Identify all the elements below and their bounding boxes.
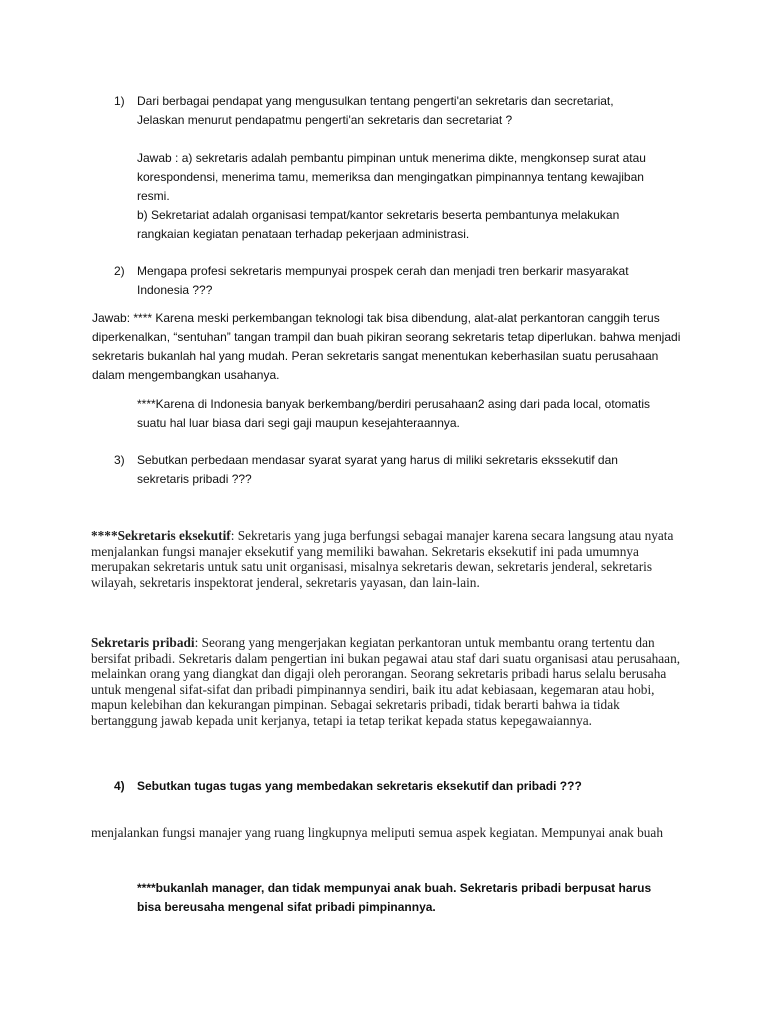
executive-secretary-text: : Sekretaris yang juga berfungsi sebagai manajer karena secara langsung atau nyata menjalankan fungsi manajer eksekutif yang memiliki bawahan. Sekretaris eksekutif ini pada umumnya merupakan sekretaris untuk satu unit organisasi, misalnya sekretaris dewan, sekretaris jenderal, sekretaris wilayah, sekretaris inspektorat jenderal, sekretaris yayasan, dan lain-lain. [91,528,674,590]
q2-answer-label: Jawab: [92,311,134,325]
q2-number: 2) [114,264,125,278]
q4-answer: menjalankan fungsi manajer yang ruang lingkupnya meliputi semua aspek kegiatan. Mempunyai anak buah [91,825,663,840]
q1-answer-b: b) Sekretariat adalah organisasi tempat/kantor sekretaris beserta pembantunya melakukan rangkaian kegiatan penataan terhadap pekerjaan administrasi. [137,208,620,241]
q3-question: Sebutkan perbedaan mendasar syarat syarat yang harus di miliki sekretaris ekssekutif dan sekretaris pribadi ??? [137,453,618,486]
q2-answer-text: **** Karena meski perkembangan teknologi tak bisa dibendung, alat-alat perkantoran canggih terus diperkenalkan, “sentuhan” tangan trampil dan buah pikiran seorang sekretaris tetap diperlukan. bahwa menjadi sekretaris bukanlah hal yang mudah. Peran sekretaris sangat menentukan keberhasilan suatu perusahaan dalam mengembangkan usahanya. [92,311,681,382]
private-secretary-term: Sekretaris pribadi [91,635,195,650]
q2-answer-extra: ****Karena di Indonesia banyak berkembang/berdiri perusahaan2 asing dari pada local, otomatis suatu hal luar biasa dari segi gaji maupun kesejahteraannya. [137,397,650,430]
q2-question: Mengapa profesi sekretaris mempunyai prospek cerah dan menjadi tren berkarir masyarakat Indonesia ??? [137,264,629,297]
q1-answer-a: Jawab : a) sekretaris adalah pembantu pimpinan untuk menerima dikte, mengkonsep surat atau korespondensi, menerima tamu, memeriksa dan mengingatkan pimpinannya tentang kewajiban resmi. [137,151,646,203]
q2-answer [92,309,682,385]
executive-secretary-definition [91,528,681,590]
q4-number: 4) [114,779,125,793]
q1-question: Dari berbagai pendapat yang mengusulkan tentang pengerti'an sekretaris dan secretariat, Jelaskan menurut pendapatmu pengerti'an sekretaris dan secretariat ? [137,94,614,127]
q4-answer-extra: ****bukanlah manager, dan tidak mempunyai anak buah. Sekretaris pribadi berpusat harus bisa bereusaha mengenal sifat pribadi pimpinannya. [137,881,652,914]
executive-secretary-term: ****Sekretaris eksekutif [91,528,231,543]
q4-question: Sebutkan tugas tugas yang membedakan sekretaris eksekutif dan pribadi ??? [137,779,582,793]
q3-number: 3) [114,453,125,467]
private-secretary-text: : Seorang yang mengerjakan kegiatan perkantoran untuk membantu orang tertentu dan bersifat pribadi. Sekretaris dalam pengertian ini bukan pegawai atau staf dari suatu organisasi atau perusahaan, melainkan orang yang diangkat dan digaji oleh perorangan. Seorang sekretaris pribadi harus selalu berusaha untuk mengenal sifat-sifat dan pribadi pimpinannya sendiri, baik itu adat kebiasaan, kegemaran atau hobi, mapun kelebihan dan kekurangan pimpinan. Sebagai sekretaris pribadi, tidak berarti bahwa ia tidak bertanggung jawab kepada unit kerjanya, tetapi ia tetap terikat kepada status kepegawaiannya. [91,635,681,728]
q1-number: 1) [114,94,125,108]
private-secretary-definition [91,635,681,728]
